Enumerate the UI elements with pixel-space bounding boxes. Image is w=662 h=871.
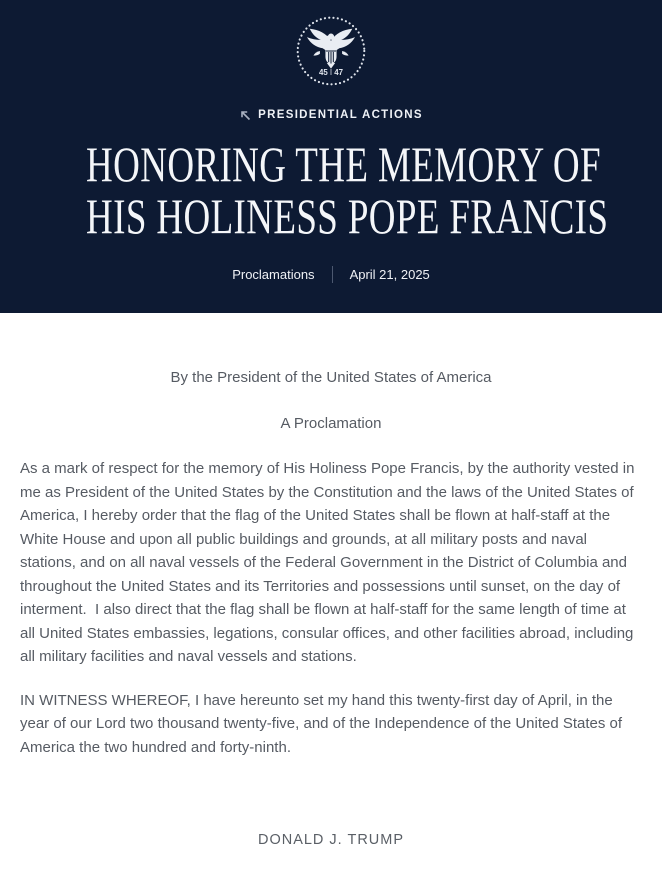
meta-divider [332, 266, 333, 283]
paragraph-2: IN WITNESS WHEREOF, I have hereunto set my hand this twenty-first day of April, in the year of our Lord two thousand twenty-five, and of the Independence of the United States of America the two hundred and forty-ninth. [20, 691, 626, 756]
seal-number-45: 45 [319, 68, 328, 78]
presidential-seal-icon [294, 14, 368, 88]
page-title-line-2: HIS HOLINESS POPE FRANCIS [86, 188, 609, 244]
seal-number-47: 47 [334, 68, 343, 78]
category-link[interactable]: Proclamations [232, 267, 315, 282]
presidential-actions-link[interactable] [239, 109, 423, 121]
page-title [0, 138, 662, 242]
article-hero-header [0, 0, 662, 313]
proclamation-subtitle: A Proclamation [280, 414, 382, 432]
paragraph-1: As a mark of respect for the memory of His Holiness Pope Francis, by the authority vested in me as President of the United States by the Constitution and the laws of the United States of America, I hereby order that the flag of the United States shall be flown at half-staff at the White House and upon all public buildings and grounds, at all military posts and naval stations, and on all naval vessels of the Federal Government in the District of Columbia and throughout the United States and its Territories and possessions until sunset, on the day of interment. I also direct that the flag shall be flown at half-staff for the same length of time at all United States embassies, legations, consular offices, and other facilities abroad, including all military facilities and naval vessels and stations. [20, 460, 639, 665]
byline: By the President of the United States of America [170, 369, 492, 386]
presidential-seal-link[interactable] [294, 14, 368, 88]
eyebrow-label: PRESIDENTIAL ACTIONS [258, 109, 423, 121]
article-body [20, 313, 642, 853]
arrow-up-left-icon [239, 109, 251, 121]
seal-term-numbers [319, 68, 344, 77]
article-date: April 21, 2025 [349, 267, 430, 282]
article-meta [0, 266, 662, 283]
signature: DONALD J. TRUMP [257, 832, 405, 848]
page-title-line-1: HONORING THE MEMORY OF [86, 136, 601, 192]
